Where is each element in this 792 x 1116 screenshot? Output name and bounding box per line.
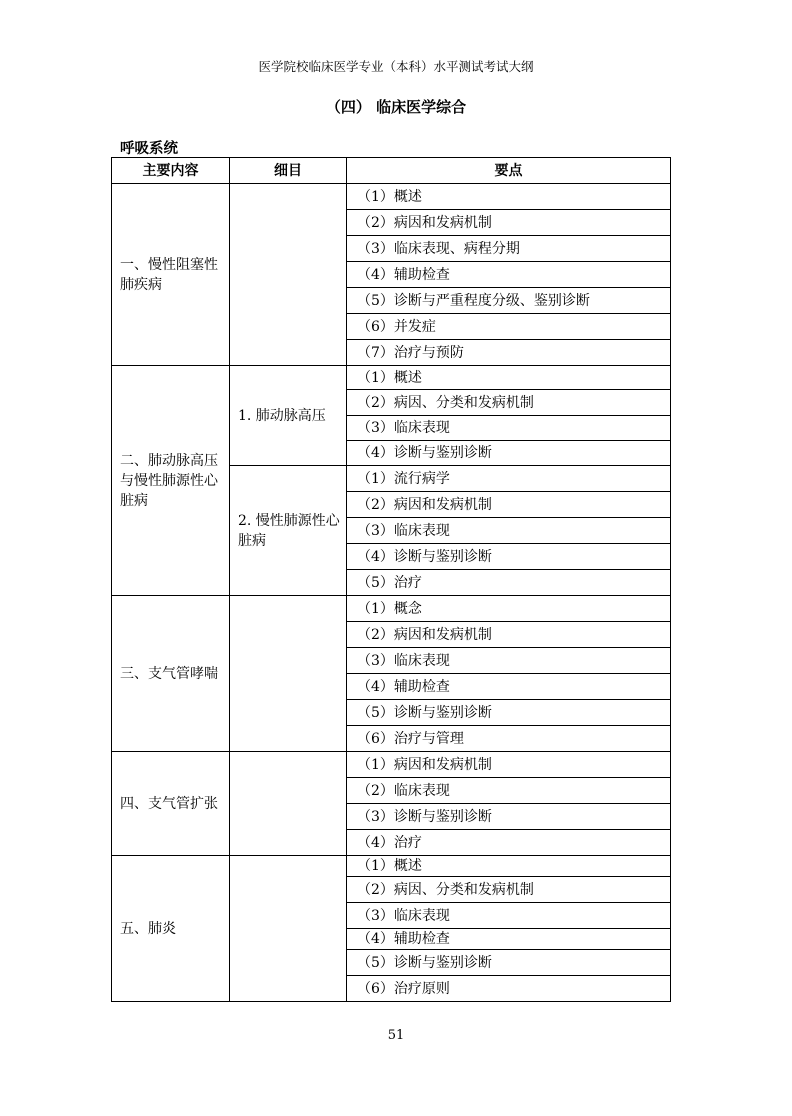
- chapter-title: （四） 临床医学综合: [325, 98, 467, 116]
- page-number: 51: [387, 1028, 405, 1043]
- key-point-cell: （2）病因和发病机制: [347, 210, 671, 236]
- key-point-cell: （4）诊断与鉴别诊断: [347, 441, 671, 466]
- key-point-cell: （2）病因和发病机制: [347, 492, 671, 518]
- column-header: 主要内容: [112, 158, 230, 184]
- table-row: [112, 752, 671, 778]
- table-body: [112, 184, 671, 1002]
- table-row: [112, 856, 671, 877]
- main-content-cell: 四、支气管扩张: [112, 752, 230, 856]
- key-point-cell: （5）治疗: [347, 570, 671, 596]
- detail-item-cell: [230, 856, 347, 1002]
- key-point-cell: （2）病因、分类和发病机制: [347, 877, 671, 903]
- key-point-cell: （2）病因和发病机制: [347, 622, 671, 648]
- key-point-cell: （4）诊断与鉴别诊断: [347, 544, 671, 570]
- detail-item-cell: [230, 752, 347, 856]
- main-content-cell: 三、支气管哮喘: [112, 596, 230, 752]
- syllabus-table: [111, 157, 671, 1002]
- column-header: 要点: [347, 158, 671, 184]
- key-point-cell: （4）辅助检查: [347, 262, 671, 288]
- table-row: [112, 596, 671, 622]
- key-point-cell: （4）治疗: [347, 830, 671, 856]
- main-content-cell: 五、肺炎: [112, 856, 230, 1002]
- table-header-row: [112, 158, 671, 184]
- key-point-cell: （3）临床表现、病程分期: [347, 236, 671, 262]
- key-point-cell: （5）诊断与鉴别诊断: [347, 700, 671, 726]
- running-header: 医学院校临床医学专业（本科）水平测试考试大纲: [258, 59, 534, 74]
- key-point-cell: （3）临床表现: [347, 416, 671, 441]
- detail-item-cell: [230, 596, 347, 752]
- key-point-cell: （2）临床表现: [347, 778, 671, 804]
- key-point-cell: （6）治疗与管理: [347, 726, 671, 752]
- key-point-cell: （1）概述: [347, 366, 671, 390]
- key-point-cell: （3）诊断与鉴别诊断: [347, 804, 671, 830]
- key-point-cell: （1）概述: [347, 184, 671, 210]
- key-point-cell: （6）并发症: [347, 314, 671, 340]
- detail-item-cell: 1. 肺动脉高压: [230, 366, 347, 466]
- key-point-cell: （4）辅助检查: [347, 674, 671, 700]
- column-header: 细目: [230, 158, 347, 184]
- main-content-cell: 一、慢性阻塞性肺疾病: [112, 184, 230, 366]
- key-point-cell: （1）概述: [347, 856, 671, 877]
- key-point-cell: （7）治疗与预防: [347, 340, 671, 366]
- key-point-cell: （2）病因、分类和发病机制: [347, 390, 671, 416]
- key-point-cell: （3）临床表现: [347, 648, 671, 674]
- key-point-cell: （4）辅助检查: [347, 929, 671, 950]
- main-content-cell: 二、肺动脉高压与慢性肺源性心脏病: [112, 366, 230, 596]
- key-point-cell: （1）病因和发病机制: [347, 752, 671, 778]
- table-row: [112, 184, 671, 210]
- table-row: [112, 366, 671, 390]
- detail-item-cell: 2. 慢性肺源性心脏病: [230, 466, 347, 596]
- key-point-cell: （3）临床表现: [347, 518, 671, 544]
- key-point-cell: （5）诊断与严重程度分级、鉴别诊断: [347, 288, 671, 314]
- detail-item-cell: [230, 184, 347, 366]
- key-point-cell: （5）诊断与鉴别诊断: [347, 950, 671, 976]
- section-title: 呼吸系统: [120, 141, 178, 157]
- key-point-cell: （1）概念: [347, 596, 671, 622]
- key-point-cell: （6）治疗原则: [347, 976, 671, 1002]
- key-point-cell: （3）临床表现: [347, 903, 671, 929]
- key-point-cell: （1）流行病学: [347, 466, 671, 492]
